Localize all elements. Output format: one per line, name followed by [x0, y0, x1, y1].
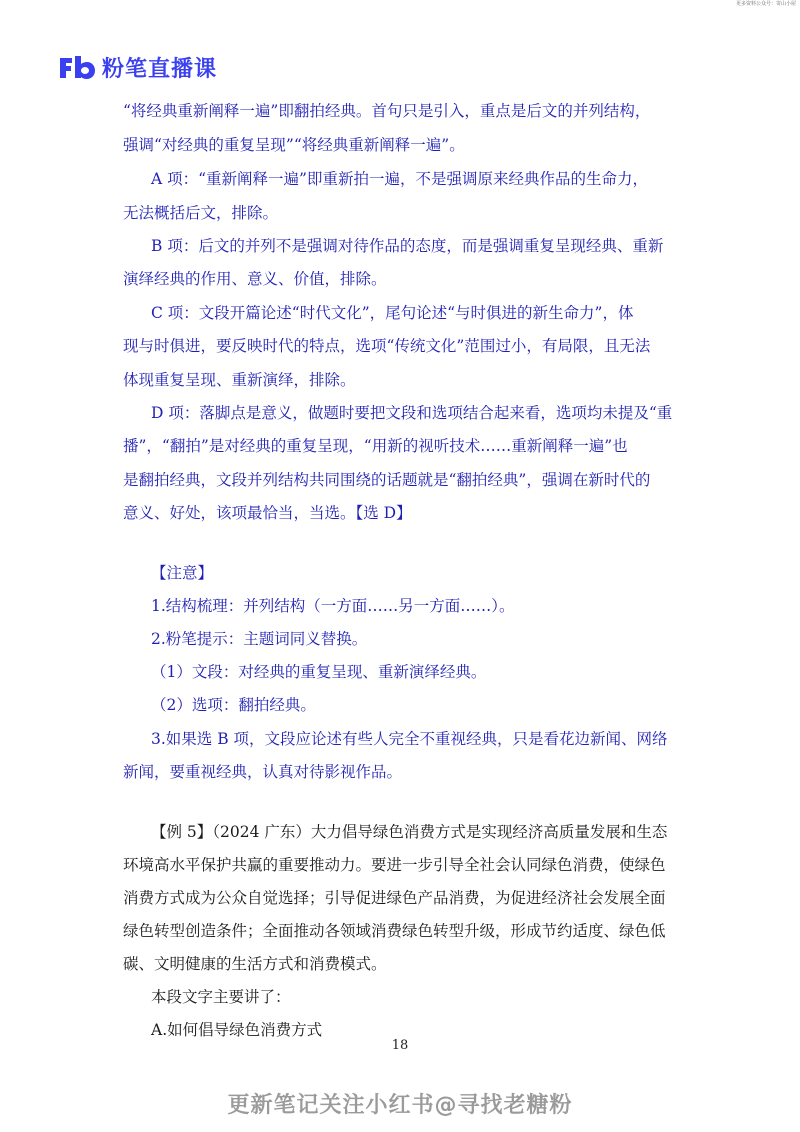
option-a: A.如何倡导绿色消费方式 [151, 1021, 323, 1039]
analysis-line: 演绎经典的作用、意义、价值，排除。 [123, 270, 387, 288]
analysis-line: “将经典重新阐释一遍”即翻拍经典。首句只是引入，重点是后文的并列结构， [123, 102, 651, 120]
page-number: 18 [391, 1038, 409, 1053]
footer-watermark: 更新笔记关注小红书@寻找老糖粉 [227, 1093, 573, 1118]
note-line: （1）文段：对经典的重复呈现、重新演绎经典。 [151, 663, 487, 681]
analysis-line: 现与时俱进，要反映时代的特点，选项“传统文化”范围过小，有局限，且无法 [123, 337, 651, 355]
example-line: 碳、文明健康的生活方式和消费模式。 [123, 955, 387, 973]
analysis-line: 无法概括后文，排除。 [123, 204, 279, 222]
note-line: 2.粉笔提示：主题词同义替换。 [151, 630, 368, 648]
top-note: 更多资料公众号：寄山小屋 [735, 1, 796, 7]
analysis-line: 体现重复呈现、重新演绎，排除。 [123, 371, 356, 389]
analysis-line: D 项：落脚点是意义，做题时要把文段和选项结合起来看，选项均未提及“重 [151, 404, 673, 422]
fb-logo-icon [58, 54, 98, 80]
question-stem: 本段文字主要讲了： [151, 988, 291, 1006]
note-line: 新闻，要重视经典，认真对待影视作品。 [123, 763, 403, 781]
brand-logo [58, 52, 217, 82]
analysis-line: B 项：后文的并列不是强调对待作品的态度，而是强调重复呈现经典、重新 [151, 237, 664, 255]
example-line: 绿色转型创造条件；全面推动各领域消费绿色转型升级，形成节约适度、绿色低 [123, 922, 666, 940]
note-line: 1.结构梳理：并列结构（一方面……另一方面……）。 [151, 597, 515, 615]
note-line: 3.如果选 B 项，文段应论述有些人完全不重视经典，只是看花边新闻、网络 [151, 730, 668, 748]
brand-name: 粉笔直播课 [102, 56, 218, 82]
note-heading: 【注意】 [151, 564, 214, 582]
analysis-line: 播”，“翻拍”是对经典的重复呈现，“用新的视听技术……重新阐释一遍”也 [123, 437, 628, 455]
analysis-line: 意义、好处，该项最恰当，当选。【选 D】 [123, 504, 412, 522]
note-line: （2）选项：翻拍经典。 [151, 696, 316, 714]
example-line: 消费方式成为公众自觉选择；引导促进绿色产品消费，为促进经济社会发展全面 [123, 889, 666, 907]
example-line: 环境高水平保护共赢的重要推动力。要进一步引导全社会认同绿色消费，使绿色 [123, 856, 666, 874]
analysis-line: 是翻拍经典，文段并列结构共同围绕的话题就是“翻拍经典”，强调在新时代的 [123, 471, 651, 489]
analysis-line: C 项：文段开篇论述“时代文化”，尾句论述“与时俱进的新生命力”，体 [151, 304, 634, 322]
analysis-line: 强调“对经典的重复呈现”“将经典重新阐释一遍”。 [123, 136, 465, 154]
example-line: 【例 5】（2024 广东）大力倡导绿色消费方式是实现经济高质量发展和生态 [151, 823, 668, 841]
analysis-line: A 项：“重新阐释一遍”即重新拍一遍，不是强调原来经典作品的生命力， [151, 170, 648, 188]
